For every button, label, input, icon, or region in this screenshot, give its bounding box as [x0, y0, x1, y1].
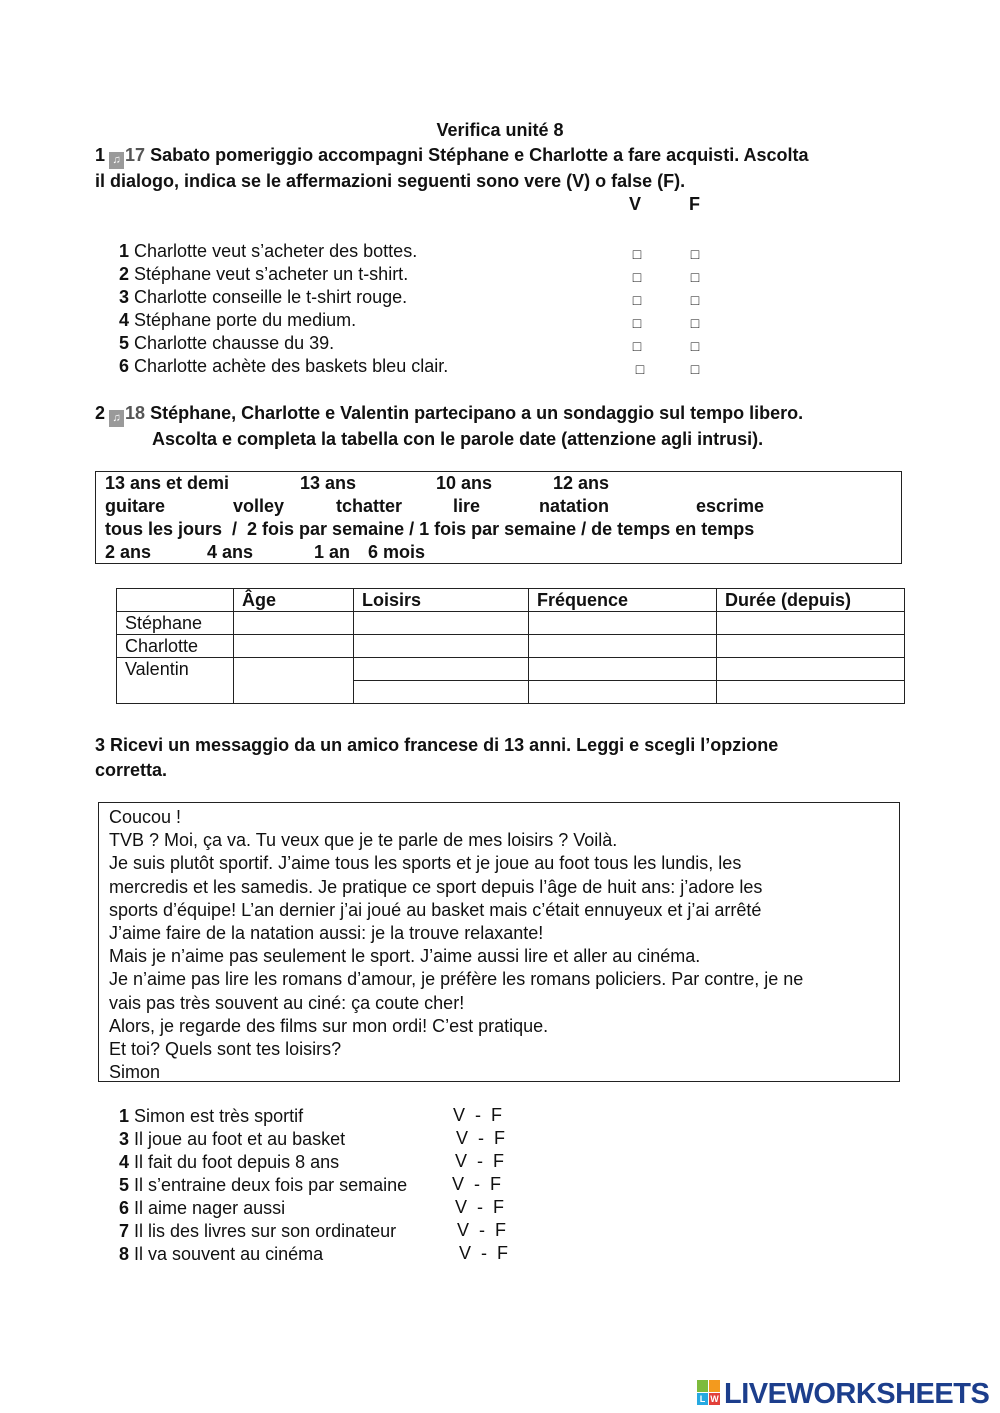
exercise-2-track: 18	[125, 403, 146, 423]
answer-cell[interactable]	[529, 658, 717, 681]
message-line: TVB ? Moi, ça va. Tu veux que je te parle de mes loisirs ? Voilà.	[109, 830, 618, 851]
checkbox-f-1[interactable]: □	[690, 246, 700, 262]
table-header-empty	[117, 589, 234, 612]
word-bank-hobby: escrime	[696, 496, 765, 516]
checkbox-f-5[interactable]: □	[690, 338, 700, 354]
exercise-2-instruction-line-2: Ascolta e completa la tabella con le parole date (attenzione agli intrusi).	[152, 429, 764, 449]
vf-choice[interactable]: V - F	[459, 1243, 508, 1263]
answer-cell[interactable]	[234, 612, 354, 635]
answer-cell[interactable]	[717, 635, 905, 658]
answer-cell[interactable]	[234, 658, 354, 704]
word-bank-frequency: tous les jours / 2 fois par semaine / 1 fois par semaine / de temps en temps	[105, 519, 755, 539]
word-bank-duration: 1 an	[314, 542, 351, 562]
liveworksheets-logo-text: LIVEWORKSHEETS	[724, 1378, 990, 1410]
ex3-statement: 7 Il lis des livres sur son ordinateur	[119, 1221, 397, 1241]
row-label-stephane: Stéphane	[117, 612, 234, 635]
row-label-valentin: Valentin	[117, 658, 234, 704]
table-header-hobbies: Loisirs	[354, 589, 529, 612]
answer-cell[interactable]	[354, 681, 529, 704]
word-bank-age: 13 ans et demi	[105, 473, 230, 493]
checkbox-v-3[interactable]: □	[632, 292, 642, 308]
message-line: Coucou !	[109, 807, 182, 827]
ex1-statement: 6 Charlotte achète des baskets bleu clair.	[119, 356, 449, 376]
column-f-label: F	[689, 194, 700, 214]
checkbox-f-6[interactable]: □	[690, 361, 700, 377]
word-bank-hobby: volley	[233, 496, 285, 516]
message-box	[98, 802, 900, 1082]
word-bank-duration: 6 mois	[368, 542, 426, 562]
word-bank-hobby: guitare	[105, 496, 166, 516]
word-bank-ages	[105, 473, 895, 496]
vf-choice[interactable]: V - F	[452, 1174, 501, 1194]
headphones-icon[interactable]: ♫	[109, 410, 124, 427]
page-title: Verifica unité 8	[436, 120, 564, 140]
ex3-statement: 5 Il s’entraine deux fois par semaine	[119, 1175, 408, 1195]
message-line: Je suis plutôt sportif. J’aime tous les sports et je joue au foot tous les lundis, les	[109, 853, 742, 874]
exercise-1-heading	[95, 143, 809, 194]
word-bank-duration: 2 ans	[105, 542, 152, 562]
checkbox-v-6[interactable]: □	[635, 361, 645, 377]
table-row	[117, 612, 905, 635]
ex1-statement: 1 Charlotte veut s’acheter des bottes.	[119, 241, 418, 261]
checkbox-v-5[interactable]: □	[632, 338, 642, 354]
survey-table	[116, 588, 905, 704]
answer-cell[interactable]	[717, 612, 905, 635]
exercise-3-instruction-line-2: corretta.	[95, 760, 168, 780]
word-bank-hobbies	[105, 496, 895, 519]
exercise-3-number: 3	[95, 735, 106, 755]
message-line: Et toi? Quels sont tes loisirs?	[109, 1039, 342, 1060]
word-bank-hobby: tchatter	[336, 496, 403, 516]
word-bank-hobby: natation	[539, 496, 609, 516]
message-line: sports d’équipe! L’an dernier j’ai joué au basket mais c’était ennuyeux et j’ai arrêté	[109, 899, 762, 920]
message-line: Je n’aime pas lire les romans d’amour, je préfère les romans policiers. Par contre, je ne	[109, 969, 804, 990]
ex3-statement: 6 Il aime nager aussi	[119, 1198, 286, 1218]
answer-cell[interactable]	[234, 635, 354, 658]
word-bank-durations	[105, 542, 895, 565]
message-signature: Simon	[109, 1062, 161, 1083]
ex1-statement: 5 Charlotte chausse du 39.	[119, 333, 335, 353]
message-line: vais pas très souvent au ciné: ça coute cher!	[109, 992, 465, 1013]
checkbox-f-3[interactable]: □	[690, 292, 700, 308]
exercise-1-number: 1	[95, 145, 106, 165]
answer-cell[interactable]	[717, 658, 905, 681]
message-line: Mais je n’aime pas seulement le sport. J’aime aussi lire et aller au cinéma.	[109, 946, 701, 967]
answer-cell[interactable]	[354, 612, 529, 635]
table-header-frequency: Fréquence	[529, 589, 717, 612]
ex1-statement: 3 Charlotte conseille le t-shirt rouge.	[119, 287, 408, 307]
ex3-statement: 8 Il va souvent au cinéma	[119, 1244, 324, 1264]
liveworksheets-logo-icon: L W	[697, 1380, 721, 1406]
checkbox-f-2[interactable]: □	[690, 269, 700, 285]
exercise-1-instruction-line-1: Sabato pomeriggio accompagni Stéphane e Charlotte a fare acquisti. Ascolta	[150, 145, 809, 165]
word-bank-hobby: lire	[453, 496, 481, 516]
exercise-3-heading	[95, 733, 778, 783]
answer-cell[interactable]	[354, 635, 529, 658]
answer-cell[interactable]	[529, 635, 717, 658]
exercise-3-instruction-line-1: Ricevi un messaggio da un amico francese di 13 anni. Leggi e scegli l’opzione	[110, 735, 779, 755]
checkbox-v-2[interactable]: □	[632, 269, 642, 285]
vf-choice[interactable]: V - F	[455, 1151, 504, 1171]
row-label-charlotte: Charlotte	[117, 635, 234, 658]
ex3-statement: 4 Il fait du foot depuis 8 ans	[119, 1152, 340, 1172]
answer-cell[interactable]	[354, 658, 529, 681]
answer-cell[interactable]	[529, 612, 717, 635]
checkbox-f-4[interactable]: □	[690, 315, 700, 331]
table-row	[117, 635, 905, 658]
message-line: J’aime faire de la natation aussi: je la trouve relaxante!	[109, 923, 544, 944]
message-line: mercredis et les samedis. Je pratique ce sport depuis l’âge de huit ans: j’adore les	[109, 876, 763, 897]
table-row	[117, 658, 905, 681]
headphones-icon[interactable]: ♫	[109, 152, 124, 169]
word-bank-duration: 4 ans	[207, 542, 254, 562]
exercise-1-instruction-line-2: il dialogo, indica se le affermazioni seguenti sono vere (V) o false (F).	[95, 171, 686, 191]
word-bank-age: 10 ans	[436, 473, 493, 493]
checkbox-v-1[interactable]: □	[632, 246, 642, 262]
answer-cell[interactable]	[529, 681, 717, 704]
exercise-1-track: 17	[125, 145, 146, 165]
ex3-statement: 3 Il joue au foot et au basket	[119, 1129, 346, 1149]
checkbox-v-4[interactable]: □	[632, 315, 642, 331]
ex1-statement: 4 Stéphane porte du medium.	[119, 310, 357, 330]
ex3-statement: 1 Simon est très sportif	[119, 1106, 304, 1126]
exercise-2-heading	[95, 401, 803, 452]
word-bank-age: 13 ans	[300, 473, 357, 493]
vf-choice[interactable]: V - F	[455, 1197, 504, 1217]
column-v-label: V	[629, 194, 642, 214]
table-header-age: Âge	[234, 589, 354, 612]
word-bank-age: 12 ans	[553, 473, 610, 493]
exercise-2-instruction-line-1: Stéphane, Charlotte e Valentin partecipano a un sondaggio sul tempo libero.	[150, 403, 804, 423]
vf-choice[interactable]: V - F	[457, 1220, 506, 1240]
ex1-statement: 2 Stéphane veut s’acheter un t-shirt.	[119, 264, 409, 284]
table-header-row	[117, 589, 905, 612]
vf-choice[interactable]: V - F	[453, 1105, 502, 1125]
vf-choice[interactable]: V - F	[456, 1128, 505, 1148]
answer-cell[interactable]	[717, 681, 905, 704]
table-header-duration: Durée (depuis)	[717, 589, 905, 612]
message-line: Alors, je regarde des films sur mon ordi! C’est pratique.	[109, 1015, 549, 1036]
exercise-2-number: 2	[95, 403, 106, 423]
